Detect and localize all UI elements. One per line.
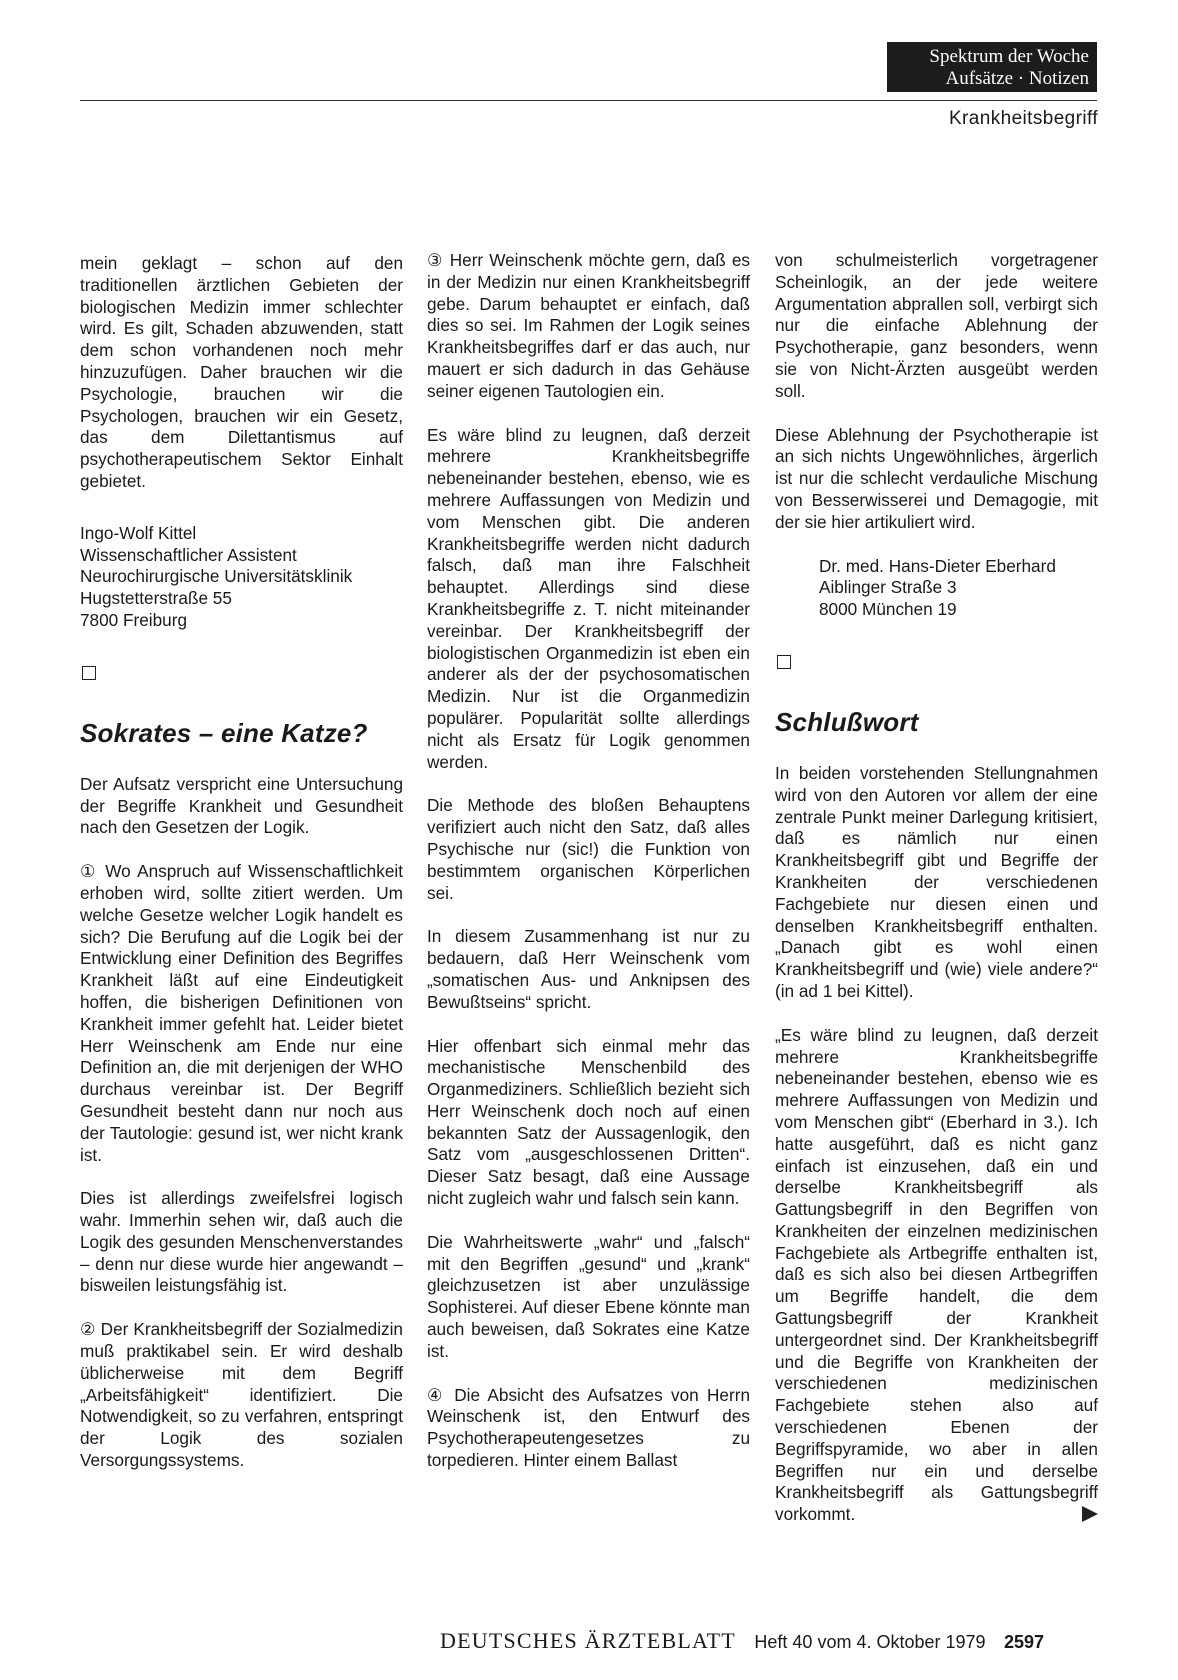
section-end-square-icon xyxy=(777,655,791,669)
section-badge xyxy=(887,42,1097,92)
paragraph: Hier offenbart sich einmal mehr das mechanistische Menschenbild des Organmediziners. Schließlich bezieht sich Herr Weinschenk doch noch auf einen bekannten Satz der Aussagenlogik, den Satz vom „ausgeschlossenen Dritten“. Dieser Satz besagt, daß eine Aussage nicht zugleich wahr und falsch sein kann. xyxy=(427,1035,750,1209)
paragraph xyxy=(775,1025,1098,1526)
author-address-kittel xyxy=(80,523,403,632)
topic-label: Krankheitsbegriff xyxy=(948,108,1098,129)
paragraph: ② Der Krankheitsbegriff der Sozialmedizin muß praktikabel sein. Er wird deshalb üblicherweise mit dem Begriff „Arbeitsfähigkeit“ identifiziert. Die Notwendigkeit, so zu verfahren, entspringt der Logik des sozialen Versorgungssystems. xyxy=(80,1319,403,1471)
address-line: Dr. med. Hans-Dieter Eberhard xyxy=(819,555,1056,576)
address-line: Ingo-Wolf Kittel xyxy=(80,522,197,543)
paragraph-text: „Es wäre blind zu leugnen, daß derzeit mehrere Krankheitsbegriffe nebeneinander bestehen, ebenso wie es mehrere Auffassungen von Medizin und vom Menschen gibt“ (Eberhard in 3.). Ich hatte ausgeführt, daß es nicht ganz einfach ist einzusehen, daß ein und derselbe Krankheitsbegriff als Gattungsbegriff in den Begriffen von Krankheiten der einzelnen medizinischen Fachgebiete als Artbegriffe enthalten ist, daß es sich also bei diesen Artbegriffen um Begriffe handelt, die dem Gattungsbegriff der Krankheit untergeordnet sind. Der Krankheitsbegriff und die Begriffe von Krankheiten der verschiedenen medizinischen Fachgebiete stehen also auf verschiedenen Ebenen der Begriffspyramide, wo aber in allen Begriffen nur ein und derselbe Krankheitsbegriff als Gattungsbegriff vorkommt. xyxy=(775,1024,1098,1525)
section-end-square-icon xyxy=(82,666,96,680)
paragraph: Die Wahrheitswerte „wahr“ und „falsch“ mit den Begriffen „gesund“ und „krank“ gleichzusetzen ist aber unzulässige Sophisterei. Auf dieser Ebene könnte man auch beweisen, daß Sokrates eine Katze ist. xyxy=(427,1231,750,1361)
paragraph: Die Methode des bloßen Behauptens verifiziert auch nicht den Satz, daß alles Psychische nur (sic!) die Funktion von bestimmtem organischen Körperlichen sei. xyxy=(427,795,750,903)
paragraph: Der Aufsatz verspricht eine Untersuchung der Begriffe Krankheit und Gesundheit nach den Gesetzen der Logik. xyxy=(80,773,403,838)
column-2 xyxy=(427,250,750,1494)
paragraph: In beiden vorstehenden Stellungnahmen wird von den Autoren vor allem der eine zentrale Punkt meiner Darlegung kritisiert, daß es nämlich nur einen Krankheitsbegriff gibt und Begriffe der Krankheiten der verschiedenen Fachgebiete nur diesen einen und denselben Krankheitsbegriff enthalten. „Danach gibt es wohl einen Krankheitsbegriff und (wie) viele andere?“ (in ad 1 bei Kittel). xyxy=(775,762,1098,1001)
paragraph: von schulmeisterlich vorgetragener Scheinlogik, an der jede weitere Argumentation abprallen soll, verbirgt sich nur die einfache Ablehnung der Psychotherapie, ganz besonders, wenn sie von Nicht-Ärzten ausgeübt werden soll. xyxy=(775,250,1098,401)
address-line: 7800 Freiburg xyxy=(80,609,188,630)
author-address-eberhard xyxy=(775,556,1098,621)
badge-line-1: Spektrum der Woche xyxy=(929,46,1089,67)
paragraph: Es wäre blind zu leugnen, daß derzeit mehrere Krankheitsbegriffe nebeneinander bestehen, ebenso, wie es mehrere Auffassungen von Medizin und vom Menschen gibt. Die anderen Krankheitsbegriffe werden nicht dadurch falsch, daß man ihre Falschheit behauptet. Allerdings sind diese Krankheitsbegriffe z. T. nicht miteinander vereinbar. Der Krankheitsbegriff der biologistischen Organmedizin ist eben ein anderer als der der psychosomatischen Medizin. Nur ist die Organmedizin populärer. Popularität sollte allerdings nicht als Ersatz für Logik genommen werden. xyxy=(427,424,750,772)
address-line: Wissenschaftlicher Assistent xyxy=(80,544,297,565)
address-line: Neurochirurgische Universitätsklinik xyxy=(80,566,353,587)
paragraph: mein geklagt – schon auf den traditionellen ärztlichen Gebieten der biologischen Medizin immer schlechter wird. Es gilt, Schaden abzuwenden, statt dem schon vorhandenen noch mehr hinzuzufügen. Daher brauchen wir die Psychologie, brauchen wir die Psychologen, brauchen wir ein Gesetz, das dem Dilettantismus auf psychotherapeutischem Sektor Einhalt gebietet. xyxy=(80,253,403,491)
page-number: 2597 xyxy=(1004,1632,1045,1652)
paragraph: In diesem Zusammenhang ist nur zu bedauern, daß Herr Weinschenk vom „somatischen Aus- und Anknipsen des Bewußtseins“ spricht. xyxy=(427,926,750,1012)
page-footer xyxy=(440,1628,1044,1654)
address-line: Hugstetterstraße 55 xyxy=(80,588,232,609)
header-rule xyxy=(80,100,1097,101)
column-3 xyxy=(775,250,1098,1548)
paragraph: ④ Die Absicht des Aufsatzes von Herrn Weinschenk ist, den Entwurf des Psychotherapeutengesetzes zu torpedieren. Hinter einem Ballast xyxy=(427,1384,750,1471)
paragraph: Dies ist allerdings zweifelsfrei logisch wahr. Immerhin sehen wir, daß auch die Logik des gesunden Menschenverstandes – denn nur diese wurde hier angewandt – bisweilen leistungsfähig ist. xyxy=(80,1188,403,1296)
journal-name: DEUTSCHES ÄRZTEBLATT xyxy=(440,1628,736,1653)
section-heading: Sokrates – eine Katze? xyxy=(80,717,368,748)
paragraph: ③ Herr Weinschenk möchte gern, daß es in der Medizin nur einen Krankheitsbegriff gebe. Darum behauptet er einfach, daß dies so sei. Im Rahmen der Logik seines Krankheitsbegriffes darf er das auch, nur mauert er sich dadurch in das Gehäuse seiner eigenen Tautologien ein. xyxy=(427,250,750,401)
address-line: 8000 München 19 xyxy=(819,599,957,620)
paragraph: ① Wo Anspruch auf Wissenschaftlichkeit erhoben wird, sollte zitiert werden. Um welche Gesetze welcher Logik handelt es sich? Die Berufung auf die Logik bei der Entwicklung einer Definition des Begriffes Krankheit läßt auf eine Eindeutigkeit hoffen, die bisherigen Definitionen von Krankheit immer gefehlt hat. Leider bietet Herr Weinschenk am Ende nur eine Definition an, die mit derjenigen der WHO durchaus vereinbar ist. Der Begriff Gesundheit besteht dann nur noch aus der Tautologie: gesund ist, wer nicht krank ist. xyxy=(80,861,403,1165)
address-line: Aiblinger Straße 3 xyxy=(819,577,957,598)
column-1 xyxy=(80,253,403,1494)
issue-info: Heft 40 vom 4. Oktober 1979 xyxy=(754,1632,986,1652)
continue-triangle-icon xyxy=(1082,1506,1098,1522)
section-heading: Schlußwort xyxy=(775,706,919,737)
paragraph: Diese Ablehnung der Psychotherapie ist an sich nichts Ungewöhnliches, ärgerlich ist nur die schlecht verdauliche Mischung von Besserwisserei und Demagogie, mit der sie hier artikuliert wird. xyxy=(775,424,1098,532)
badge-line-2: Aufsätze · Notizen xyxy=(945,68,1089,89)
